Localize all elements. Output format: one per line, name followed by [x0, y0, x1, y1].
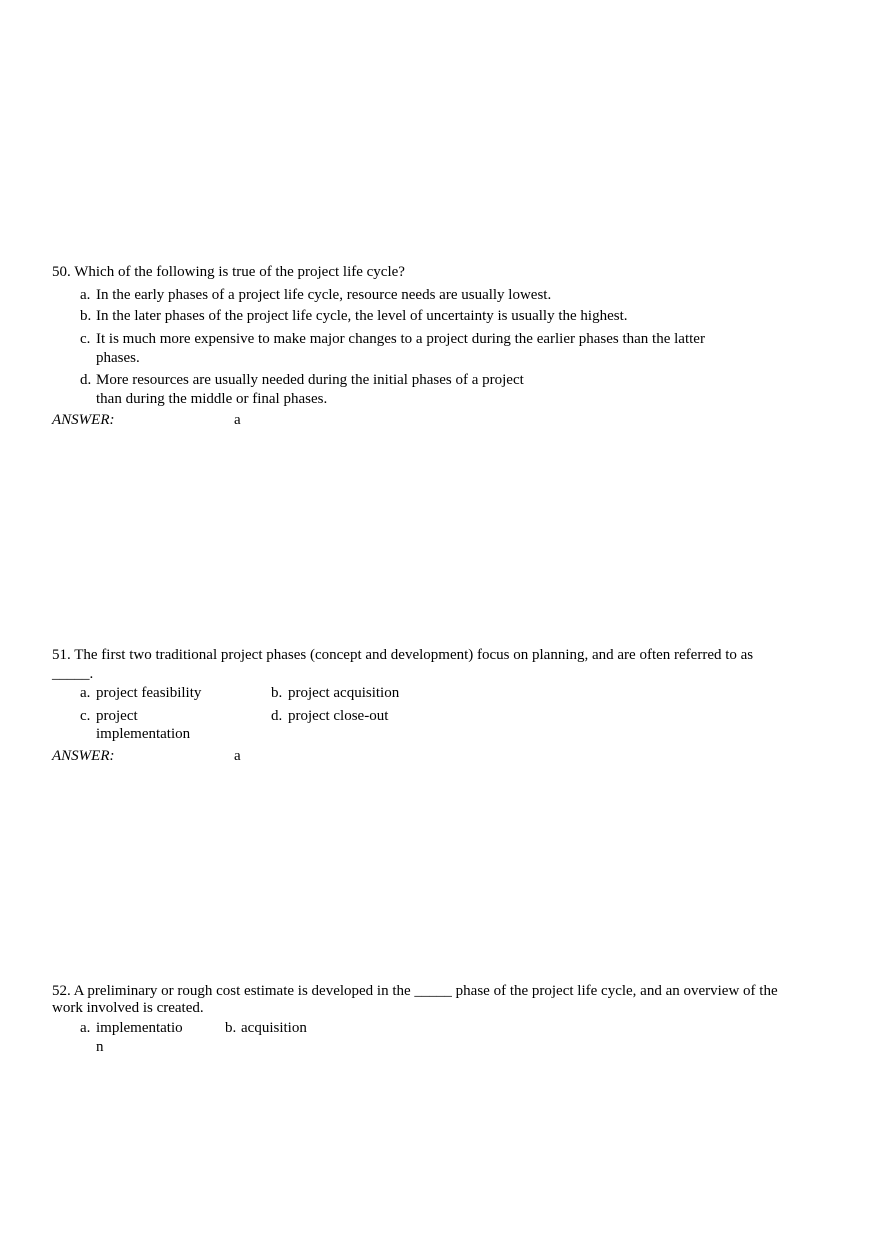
option-text: In the later phases of the project life cycle, the level of uncertainty is usually the highest. [96, 308, 628, 324]
option-letter: b. [271, 685, 283, 701]
answer-value: a [234, 412, 241, 428]
option-letter: a. [80, 1020, 91, 1036]
option-text: project [96, 708, 138, 724]
option-letter: c. [80, 331, 91, 347]
question-stem: 52. A preliminary or rough cost estimate is developed in the _____ phase of the project life cycle, and an overview of the [52, 983, 778, 999]
option-text: implementatio [96, 1020, 183, 1036]
option-text-continued: implementation [96, 726, 191, 742]
option-letter: b. [225, 1020, 237, 1036]
option-text: project feasibility [96, 685, 202, 701]
question-stem-continued: work involved is created. [52, 1000, 204, 1016]
option-text-continued: than during the middle or final phases. [96, 391, 328, 407]
option-text: acquisition [241, 1020, 307, 1036]
option-letter: a. [80, 685, 91, 701]
option-text-continued: phases. [96, 350, 140, 366]
option-text: project acquisition [288, 685, 400, 701]
option-letter: d. [271, 708, 283, 724]
option-text: It is much more expensive to make major changes to a project during the earlier phases than the latter [96, 331, 705, 347]
answer-value: a [234, 748, 241, 764]
question-stem-continued: _____. [52, 666, 94, 682]
option-letter: d. [80, 372, 92, 388]
question-stem: 50. Which of the following is true of the project life cycle? [52, 264, 405, 280]
option-letter: c. [80, 708, 91, 724]
option-letter: a. [80, 287, 91, 303]
question-stem: 51. The first two traditional project phases (concept and development) focus on planning, and are often referred to as [52, 647, 754, 663]
option-text: In the early phases of a project life cycle, resource needs are usually lowest. [96, 287, 552, 303]
answer-label: ANSWER: [52, 412, 115, 428]
option-letter: b. [80, 308, 92, 324]
option-text: More resources are usually needed during the initial phases of a project [96, 372, 524, 388]
answer-label: ANSWER: [52, 748, 115, 764]
option-text: project close-out [288, 708, 389, 724]
option-text-continued: n [96, 1039, 104, 1055]
